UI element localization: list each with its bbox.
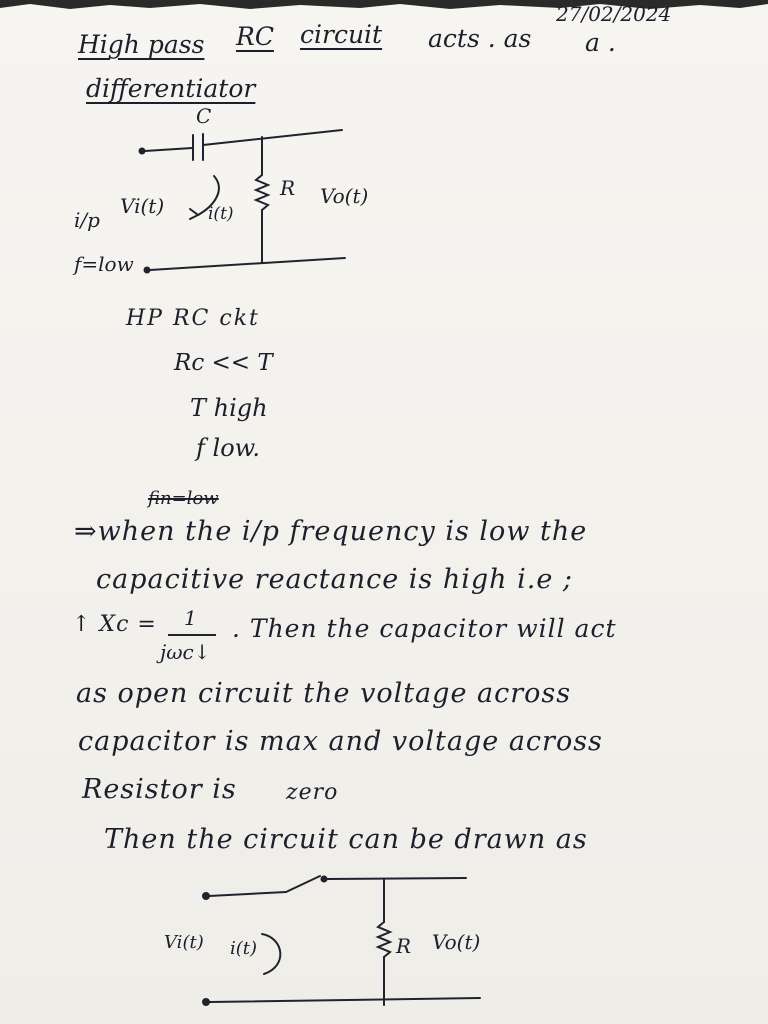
fraction-denominator: jωc↓ bbox=[160, 640, 211, 664]
capacitor-label: C bbox=[196, 104, 212, 128]
top-wire-left bbox=[145, 148, 192, 151]
paragraph-line-7: Then the circuit can be drawn as bbox=[104, 824, 588, 855]
title-differentiator: differentiator bbox=[86, 74, 256, 103]
current-arrowhead bbox=[190, 209, 198, 219]
notes-line-2: T high bbox=[190, 394, 268, 422]
output-voltage-label: Vo(t) bbox=[320, 184, 369, 208]
input-terminal-bottom bbox=[145, 268, 150, 273]
resistor-label: R bbox=[280, 176, 296, 200]
title-high-pass: High pass bbox=[78, 30, 205, 59]
input-terminal-top bbox=[140, 149, 145, 154]
top-wire-right bbox=[203, 130, 342, 145]
c2-bottom-wire bbox=[209, 998, 480, 1002]
paragraph-line-5: capacitor is max and voltage across bbox=[78, 726, 603, 757]
title-rc: RC bbox=[236, 22, 274, 51]
c2-resistor-zigzag bbox=[378, 922, 390, 957]
paragraph-line-6-lhs: Resistor is bbox=[82, 774, 237, 805]
fraction-bar bbox=[168, 634, 216, 636]
title-a: a . bbox=[585, 28, 616, 57]
c2-resistor-label: R bbox=[396, 934, 412, 958]
title-acts-as: acts . as bbox=[428, 24, 532, 53]
c2-current-label: i(t) bbox=[230, 938, 258, 959]
input-voltage-label: Vi(t) bbox=[120, 194, 165, 218]
paragraph-line-1: ⇒when the i/p frequency is low the bbox=[74, 516, 588, 547]
current-label: i(t) bbox=[208, 204, 234, 224]
bottom-wire bbox=[150, 258, 345, 270]
c2-top-wire-right bbox=[326, 878, 466, 879]
title-circuit: circuit bbox=[300, 20, 383, 49]
c2-current-arrow bbox=[262, 934, 280, 974]
frequency-low-label: f=low bbox=[74, 252, 134, 276]
scratched-note: fin=low bbox=[148, 488, 219, 509]
c2-open-switch bbox=[286, 876, 320, 892]
notes-line-1: Rc << T bbox=[174, 350, 273, 376]
date: 27/02/2024 bbox=[556, 2, 672, 26]
fraction-numerator: 1 bbox=[184, 606, 197, 630]
input-port-label: i/p bbox=[74, 208, 100, 232]
notes-line-3: f low. bbox=[196, 434, 260, 462]
paragraph-line-6-rhs: zero bbox=[286, 780, 339, 805]
c2-top-wire-left bbox=[209, 892, 286, 896]
notes-heading: HP RC ckt bbox=[126, 306, 260, 331]
resistor-zigzag bbox=[256, 175, 268, 210]
c2-input-voltage-label: Vi(t) bbox=[164, 932, 204, 953]
paragraph-line-2: capacitive reactance is high i.e ; bbox=[96, 564, 574, 595]
paragraph-line-3-rhs: . Then the capacitor will act bbox=[232, 614, 617, 643]
c2-output-voltage-label: Vo(t) bbox=[432, 930, 481, 954]
paragraph-line-3-lhs: ↑ Xc = bbox=[72, 612, 157, 637]
paragraph-line-4: as open circuit the voltage across bbox=[76, 678, 572, 709]
